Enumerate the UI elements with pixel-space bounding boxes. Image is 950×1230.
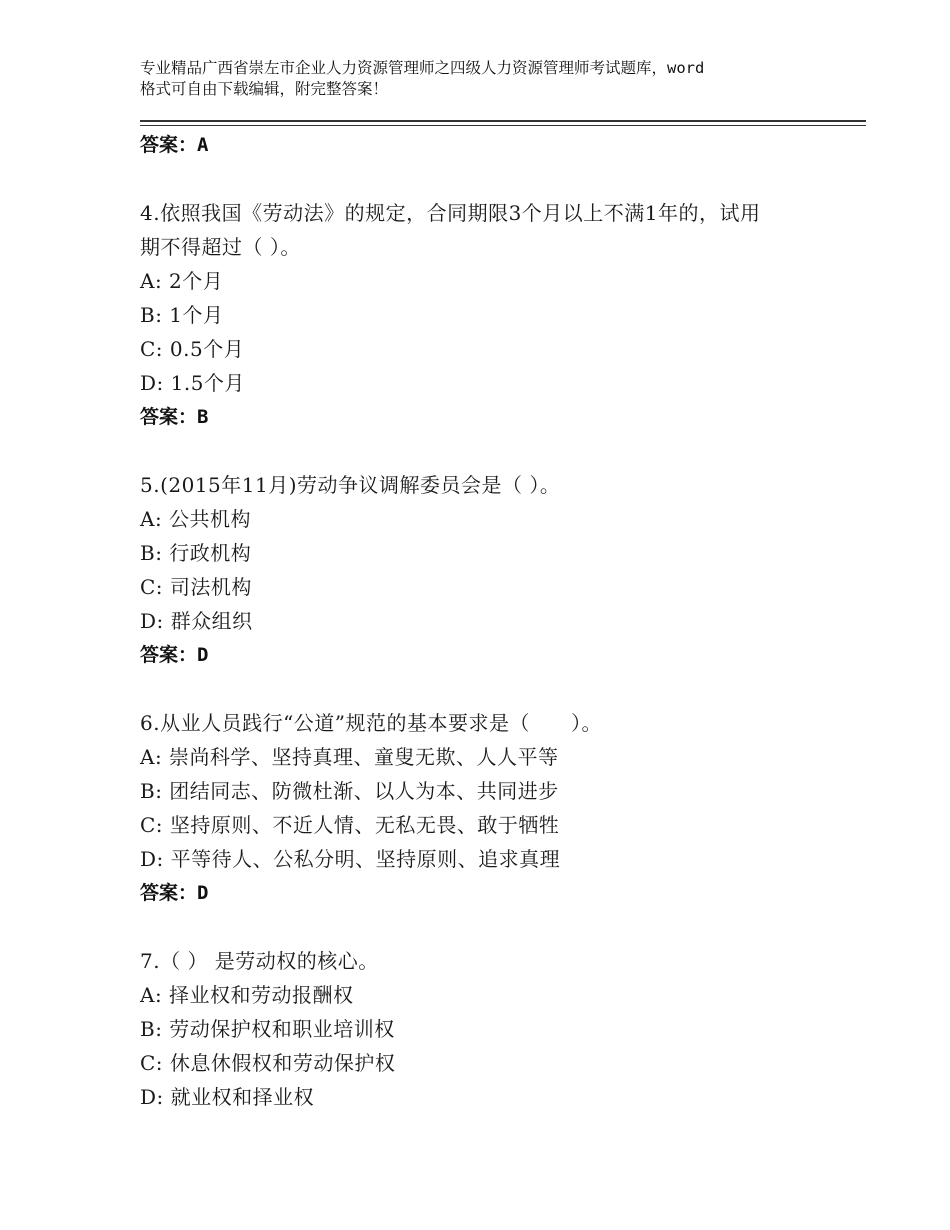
question-stem-line: 4.依照我国《劳动法》的规定，合同期限3个月以上不满1年的，试用 [140,201,761,225]
question-5 [140,468,840,672]
option-d: D: 1.5个月 [140,371,245,395]
option-b: B: 团结同志、防微杜渐、以人为本、共同进步 [140,779,559,803]
header-rule-thick [140,120,866,122]
option-c: C: 休息休假权和劳动保护权 [140,1051,396,1075]
header-line-2: 格式可自由下载编辑，附完整答案！ [140,80,389,98]
option-b: B: 1个月 [140,303,224,327]
question-stem-line: 5.(2015年11月)劳动争议调解委员会是（ ）。 [140,473,561,497]
option-d: D: 平等待人、公私分明、坚持原则、追求真理 [140,847,561,871]
option-a: A: 公共机构 [140,507,252,531]
header-rule-thin [140,125,866,126]
option-a: A: 2个月 [140,269,224,293]
question-4 [140,196,840,434]
option-a: A: 崇尚科学、坚持真理、童叟无欺、人人平等 [140,745,559,769]
answer-label: 答案：D [140,644,209,666]
option-c: C: 0.5个月 [140,337,245,361]
option-b: B: 劳动保护权和职业培训权 [140,1017,395,1041]
option-d: D: 群众组织 [140,609,253,633]
document-header [140,58,830,100]
question-stem-line: 6.从业人员践行“公道”规范的基本要求是（ ）。 [140,711,603,735]
question-list [140,128,840,1114]
question-stem-line: 期不得超过（ ）。 [140,235,301,259]
option-b: B: 行政机构 [140,541,252,565]
answer-label: 答案：D [140,882,209,904]
option-c: C: 坚持原则、不近人情、无私无畏、敢于牺牲 [140,813,560,837]
option-c: C: 司法机构 [140,575,252,599]
option-d: D: 就业权和择业权 [140,1085,315,1109]
answer-label: 答案：B [140,406,209,428]
question-6 [140,706,840,910]
question-7 [140,944,840,1114]
option-a: A: 择业权和劳动报酬权 [140,983,354,1007]
question-stem-line: 7.（ ） 是劳动权的核心。 [140,949,379,973]
previous-answer: 答案：A [140,134,209,156]
header-line-1: 专业精品广西省崇左市企业人力资源管理师之四级人力资源管理师考试题库，word [140,59,705,77]
